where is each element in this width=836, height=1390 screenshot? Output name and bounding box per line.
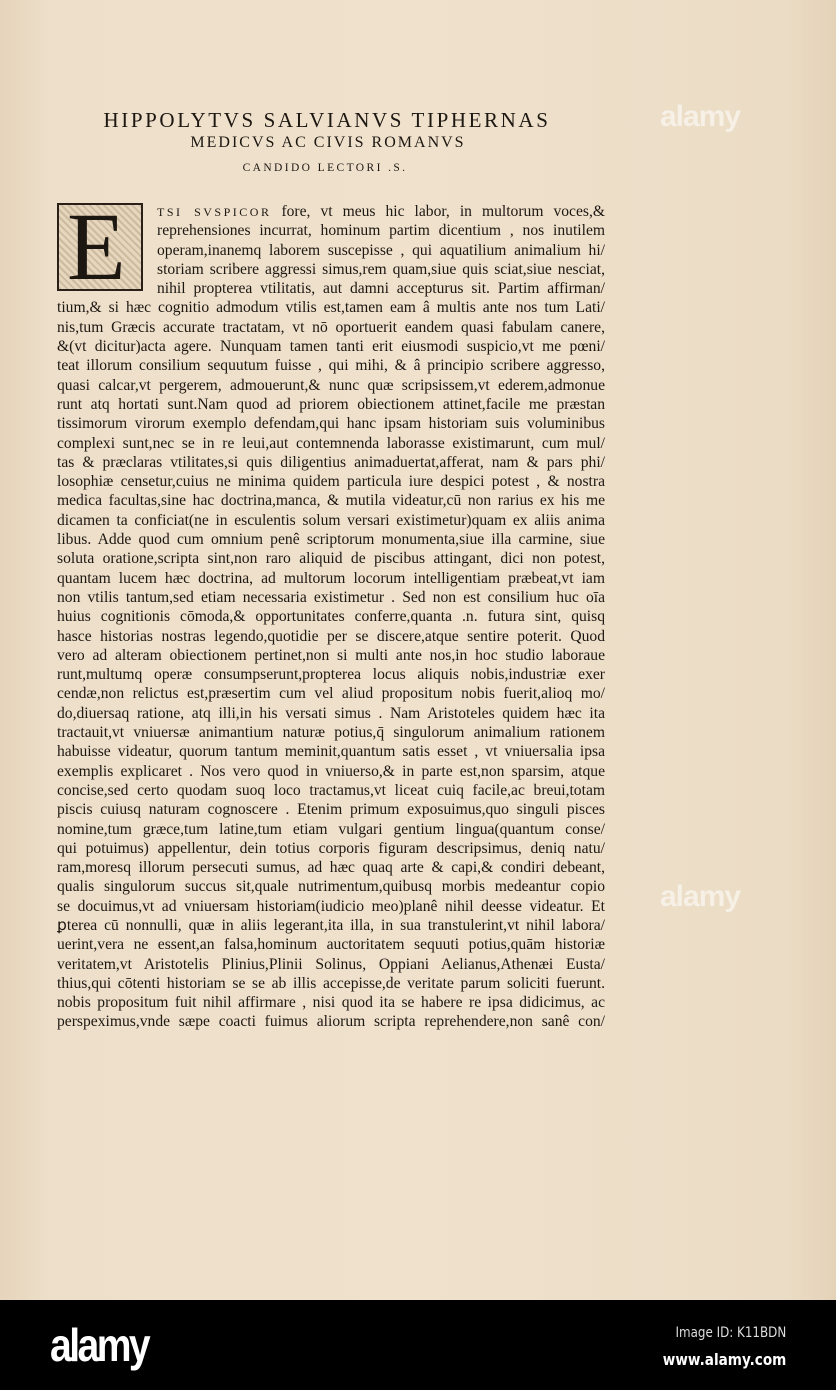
- text-line: ram,moresq illorum persecuti sumus, ad hæc quaq arte & capi,& condiri debeant,: [57, 859, 605, 877]
- text-line: &(vt dicitur)acta agere. Nunquam tamen tanti erit eiusmodi suspicio,vt me pœni/: [57, 338, 605, 356]
- text-line: soluta oratione,scripta sint,non raro aliquid de piscibus attingant, dici non potest,: [57, 550, 605, 568]
- text-line: losophiæ censetur,cuius ne minima quidem particula iure despici potest , & nostra: [57, 473, 605, 491]
- text-line: nihil propterea vtilitatis, aut damni accepturus sit. Partim affirman/: [157, 280, 605, 298]
- text-line: huius cognitionis cōmoda,& opportunitates conferre,quanta .n. futura sint, quisq: [57, 608, 605, 626]
- text-line: uerint,vera ne essent,an falsa,hominum auctoritatem sequuti potius,quām historiæ: [57, 936, 605, 954]
- text-line: quantam lucem hæc doctrina, ad multorum locorum intelligentiam præbeat,vt iam: [57, 569, 605, 587]
- site-url: www.alamy.com: [662, 1350, 786, 1369]
- text-line: cendæ,non relictus est,præsertim cum vel aliud propositum nobis fuerit,alioq mo/: [57, 685, 605, 703]
- line-text: fore, vt meus hic labor, in multorum voces,&: [271, 203, 605, 220]
- text-line: complexi sunt,nec se in re leui,aut contemnenda laborasse existimarunt, cum mul/: [57, 434, 605, 452]
- text-line: runt atq hortati sunt.Nam quod ad priorem obiectionem attinet,facile me præstan: [57, 395, 605, 413]
- text-line: habuisse videatur, quorum tantum meminit,quantum satis esset , vt vniuersalia ipsa: [57, 743, 605, 761]
- text-line: medica facultas,sine hac doctrina,manca, & mutila videatur,cū non rarius ex his me: [57, 492, 605, 510]
- text-line: perspeximus,vnde sæpe coacti fuimus aliorum scripta reprehendere,non sanê con/: [57, 1013, 605, 1031]
- text-line: reprehensiones incurrat, hominum partim dicentium , nos inutilem: [157, 222, 605, 240]
- text-line: qui potuimus) appellentur, dein totius corporis figuram descripsimus, deniq natu/: [57, 839, 605, 857]
- text-line: exemplis explicaret . Nos vero quod in vniuerso,& in parte est,non sparsim, atque: [57, 762, 605, 780]
- text-line: nobis propositum fuit nihil affirmare , nisi quod ita se habere re ipsa didicimus, ac: [57, 994, 605, 1012]
- text-line: runt,multumq operæ consumpserunt,propterea locus aliquis nobis,industriæ exer: [57, 666, 605, 684]
- text-line: operam,inanemq laborem suscepisse , qui aquatilium animalium hi/: [157, 241, 605, 259]
- text-line: tas & præclaras vtilitates,si quis diligentius animaduertat,afferat, nam & pars phi/: [57, 453, 605, 471]
- text-line: ꝑterea cū nonnulli, quæ in aliis legerant,ita illa, in sua transtulerint,vt nihil labora/: [57, 916, 605, 934]
- alamy-logo: alamy: [50, 1319, 149, 1371]
- text-line: concise,sed certo quodam suoq loco tractamus,vt liceat cuiq facile,ac breui,totam: [57, 781, 605, 799]
- watermark: alamy: [660, 880, 741, 913]
- salutation-heading: CANDIDO LECTORI .S.: [242, 162, 408, 174]
- footer-bar: [0, 1300, 836, 1390]
- body-text: [57, 202, 605, 1032]
- author-heading: HIPPOLYTVS SALVIANVS TIPHERNAS: [103, 108, 551, 132]
- text-line: dicamen ta conficiat(ne in esculentis solum versari existimetur)quam ex aliis anima: [57, 511, 605, 529]
- watermark: alamy: [660, 100, 741, 133]
- text-line: libus. Adde quod cum omnium penê scriptorum monumenta,siue illa carmine, siue: [57, 531, 605, 549]
- text-line: teat illorum consilium sequutum fuisse , qui mihi, & â principio scribere aggresso,: [57, 357, 605, 375]
- text-line: qualis singulorum succus sit,quale nutrimentum,quibusq morbis medeantur copio: [57, 878, 605, 896]
- text-line: hasce historias nostras legendo,quotidie per se discere,atque sentire poterit. Quod: [57, 627, 605, 645]
- text-line: non vtilis tantum,sed etiam necessaria existimetur . Sed non est consilium huc oīa: [57, 588, 605, 606]
- image-id: Image ID: K11BDN: [675, 1325, 786, 1341]
- subtitle-heading: MEDICVS AC CIVIS ROMANVS: [190, 134, 466, 151]
- opening-words: TSI SVSPICOR: [157, 205, 272, 219]
- text-line: [157, 202, 605, 221]
- text-line: veritatem,vt Aristotelis Plinius,Plinii Solinus, Oppiani Aelianus,Athenæi Eusta/: [57, 955, 605, 973]
- text-line: tissimorum virorum exemplo defendam,qui hanc ipsam historiam suis voluminibus: [57, 415, 605, 433]
- text-line: tractauit,vt vniuersæ animantium naturæ potius,q̄ singulorum animalium rationem: [57, 724, 605, 742]
- text-line: nis,tum Græcis accurate tractatam, vt nō oportuerit eandem quasi fabulam canere,: [57, 318, 605, 336]
- text-line: quasi calcar,vt pergerem, admouerunt,& nunc quæ scripsissem,vt ederem,admonue: [57, 376, 605, 394]
- drop-cap-letter: E: [67, 193, 126, 300]
- text-line: vero ad alteram obiectionem pertinet,non si multi ante nos,in hoc studio laboraue: [57, 646, 605, 664]
- text-line: thius,qui cōtenti historiam se se ab illis accepisse,de veritate parum soliciti fuerunt.: [57, 974, 605, 992]
- text-line: do,diuersaq ratione, atq illi,in his versati simus . Nam Aristoteles quidem hæc ita: [57, 704, 605, 722]
- text-line: se docuimus,vt ad vniuersam historiam(iudicio meo)planê nihil deesse videatur. Et: [57, 897, 605, 915]
- text-line: piscis cuiusq naturam cognoscere . Etenim primum exposuimus,quo singuli pisces: [57, 801, 605, 819]
- text-line: tium,& si hæc cognitio admodum vtilis est,tamen eam â multis ante nos tum Lati/: [57, 299, 605, 317]
- text-line: storiam scribere aggressi simus,rem quam,siue quis sciat,siue nesciat,: [157, 260, 605, 278]
- text-line: nomine,tum græce,tum latine,tum etiam vulgari gentium lingua(quantum conse/: [57, 820, 605, 838]
